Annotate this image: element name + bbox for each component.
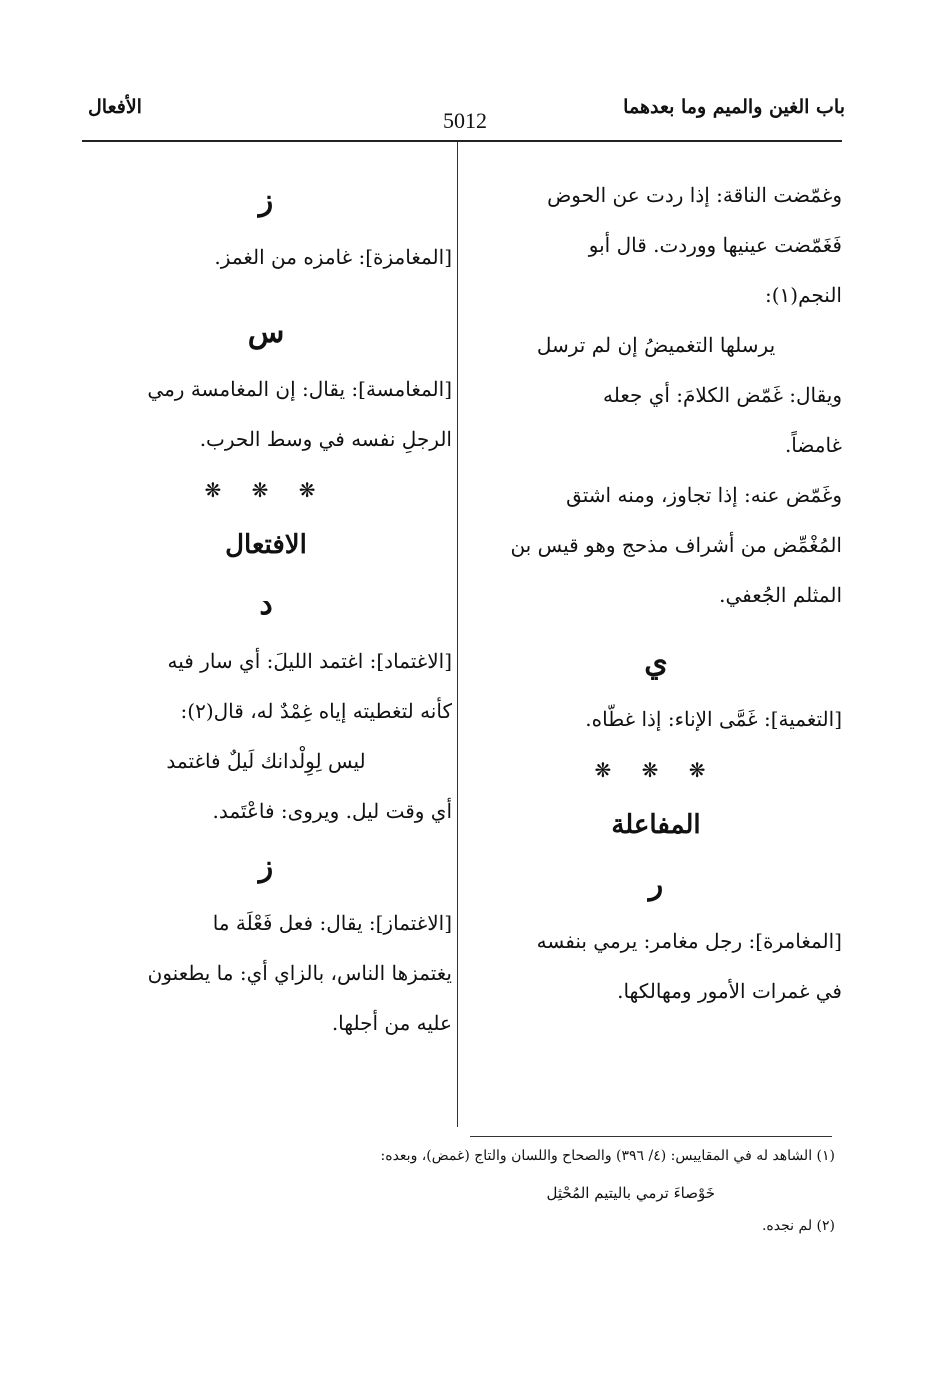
column-divider <box>457 142 458 1127</box>
root-letter-heading: ز <box>258 183 274 218</box>
verse-line: ليس لِوِلْدانك لَيلٌ فاغتمد <box>166 749 366 773</box>
section-heading: الافتعال <box>225 530 307 560</box>
entry-line: فَغَمّضت عينيها ووردت. قال أبو <box>588 233 842 257</box>
entry-line: ويقال: غَمّض الكلامَ: أي جعله <box>603 383 842 407</box>
section-separator: ❋ ❋ ❋ <box>204 478 328 502</box>
entry-line: النجم(١): <box>764 283 842 307</box>
entry-line: في غمرات الأمور ومهالكها. <box>617 979 842 1003</box>
section-separator: ❋ ❋ ❋ <box>594 758 718 782</box>
entry-line: [المغامرة]: رجل مغامر: يرمي بنفسه <box>536 929 842 953</box>
root-letter-heading: ي <box>644 645 668 680</box>
header-rule <box>82 140 842 142</box>
section-title: الأفعال <box>88 96 142 118</box>
entry-line: وغمّضت الناقة: إذا ردت عن الحوض <box>547 183 842 207</box>
entry-line: أي وقت ليل. ويروى: فاعْتَمد. <box>212 799 452 823</box>
entry-line: [الاغتماد]: اغتمد الليلَ: أي سار فيه <box>167 649 452 673</box>
right-column <box>470 170 842 1016</box>
entry-line: [التغمية]: غَمَّى الإناء: إذا غطّاه. <box>585 707 842 731</box>
root-letter-heading: ر <box>648 867 664 902</box>
entry-line: وغَمّض عنه: إذا تجاوز، ومنه اشتق <box>566 483 842 507</box>
entry-line: كأنه لتغطيته إياه غِمْدٌ له، قال(٢): <box>180 699 452 723</box>
root-letter-heading: ز <box>258 849 274 884</box>
verse-line: يرسلها التغميضُ إن لم ترسل <box>536 333 776 357</box>
root-letter-heading: د <box>259 587 273 622</box>
chapter-title: باب الغين والميم وما بعدهما <box>623 96 845 118</box>
section-heading: المفاعلة <box>611 810 701 840</box>
footnote-verse: خَوْصاءَ ترمي باليتيم المُحْثِل <box>546 1184 715 1202</box>
footnote-2: (٢) لم نجده. <box>761 1218 835 1234</box>
entry-line: المُغْمِّض من أشراف مذحج وهو قيس بن <box>510 533 842 557</box>
entry-line: يغتمزها الناس، بالزاي أي: ما يطعنون <box>147 961 452 985</box>
footnote-1: (١) الشاهد له في المقاييس: (٤/ ٣٩٦) والصحاح واللسان والتاج (غمض)، وبعده: <box>380 1148 835 1164</box>
page-number: 5012 <box>443 108 487 133</box>
entry-line: [الاغتماز]: يقال: فعل فَعْلَة ما <box>212 911 452 935</box>
footnote-rule <box>470 1136 832 1137</box>
entry-line: [المغامزة]: غامزه من الغمز. <box>214 245 452 269</box>
root-letter-heading: س <box>247 315 285 350</box>
entry-line: المثلم الجُعفي. <box>719 583 842 607</box>
entry-line: غامضاً. <box>784 433 842 457</box>
entry-line: [المغامسة]: يقال: إن المغامسة رمي <box>147 377 452 401</box>
entry-line: الرجلِ نفسه في وسط الحرب. <box>199 427 452 451</box>
entry-line: عليه من أجلها. <box>331 1011 452 1035</box>
left-column <box>80 170 452 1048</box>
